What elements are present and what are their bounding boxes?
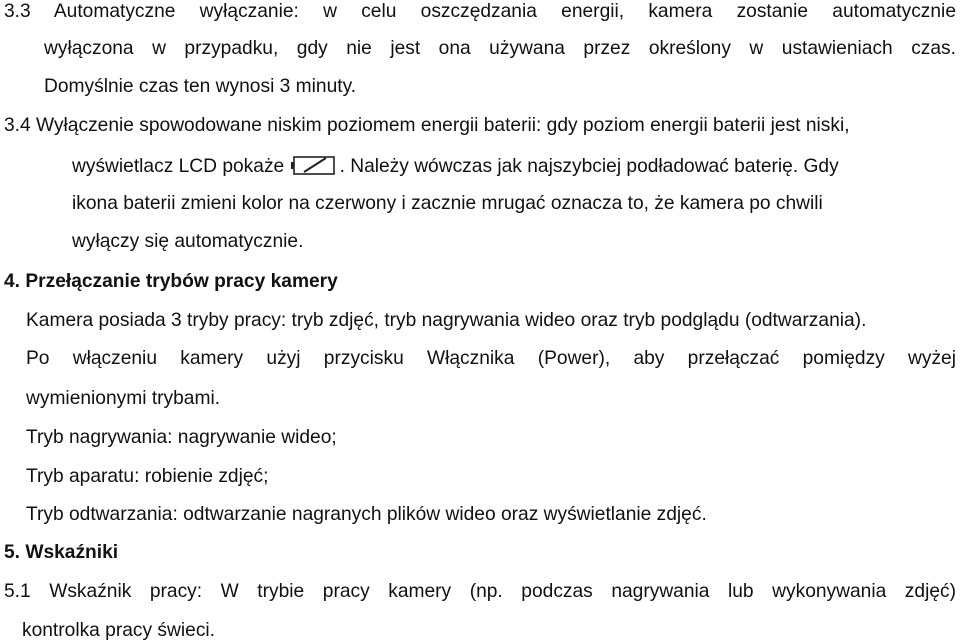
paragraph-line: wyłączona w przypadku, gdy nie jest ona używana przez określony w ustawieniach czas. [44,38,956,59]
paragraph-line: 5.1 Wskaźnik pracy: W trybie pracy kamery (np. podczas nagrywania lub wykonywania zdjęć) [4,581,956,602]
text-after-icon: . Należy wówczas jak najszybciej podładować baterię. Gdy [339,156,839,177]
mode-item-recording: Tryb nagrywania: nagrywanie wideo; [26,427,337,448]
paragraph-line: 3.4 Wyłączenie spowodowane niskim poziomem energii baterii: gdy poziom energii baterii jest niski, [4,115,850,136]
mode-item-camera: Tryb aparatu: robienie zdjęć; [26,466,269,487]
paragraph-line: Po włączeniu kamery użyj przycisku Włącznika (Power), aby przełączać pomiędzy wyżej [26,348,956,369]
paragraph-line: Domyślnie czas ten wynosi 3 minuty. [44,76,357,97]
paragraph-line: wymienionymi trybami. [26,388,221,409]
paragraph-line: 3.3 Automatyczne wyłączanie: w celu oszczędzania energii, kamera zostanie automatycznie [4,1,956,22]
paragraph-line: wyłączy się automatycznie. [72,231,304,252]
paragraph-line: ikona baterii zmieni kolor na czerwony i zacznie mrugać oznacza to, że kamera po chwili [72,193,823,214]
mode-item-playback: Tryb odtwarzania: odtwarzanie nagranych plików wideo oraz wyświetlanie zdjęć. [26,504,707,525]
section-heading: 5. Wskaźniki [4,542,119,563]
paragraph-line: kontrolka pracy świeci. [22,620,216,641]
text-before-icon: wyświetlacz LCD pokaże [72,156,285,177]
paragraph-line [72,153,839,179]
low-battery-icon [290,153,340,175]
paragraph-line: Kamera posiada 3 tryby pracy: tryb zdjęć, tryb nagrywania wideo oraz tryb podglądu (odtwarzania). [26,310,867,331]
section-heading: 4. Przełączanie trybów pracy kamery [4,271,338,292]
